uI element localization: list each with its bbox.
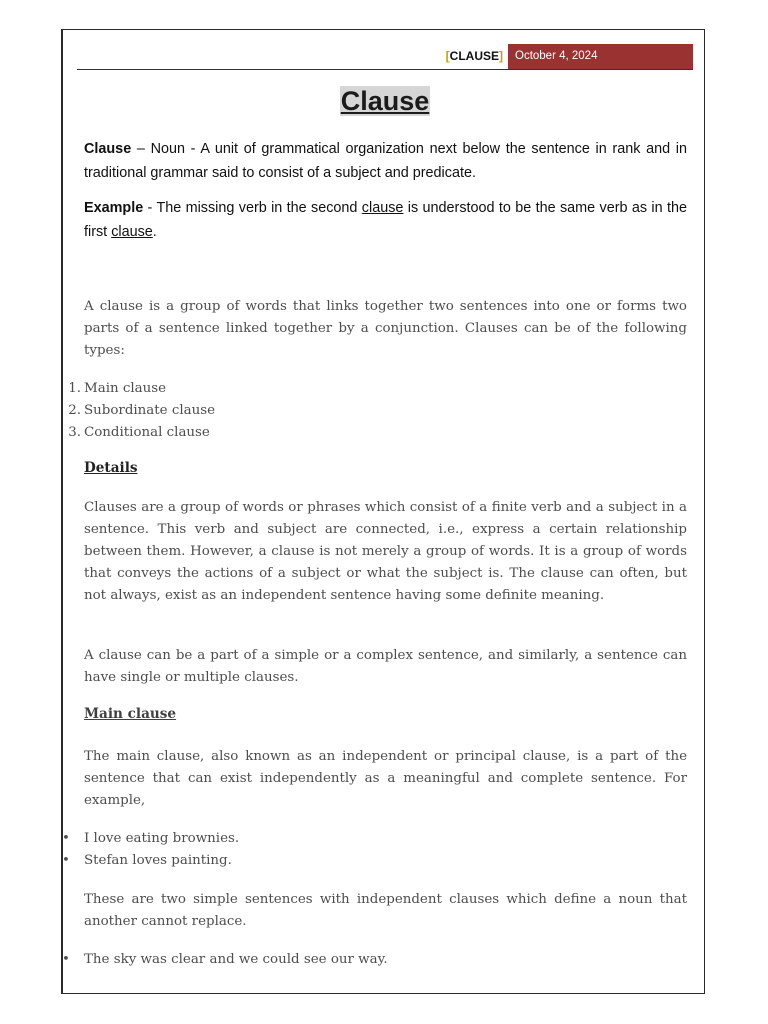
example-paragraph: Example - The missing verb in the second clause is understood to be the same verb as in the first clause.	[84, 200, 687, 240]
intro-paragraph: A clause is a group of words that links together two sentences into one or forms two parts of a sentence linked together by a conjunction. Clauses can be of the following types:	[84, 299, 687, 358]
header-tag-text: CLAUSE	[449, 49, 499, 63]
document-page	[61, 29, 705, 994]
examples-list	[62, 828, 687, 872]
details-paragraph-1: Clauses are a group of words or phrases which consist of a finite verb and a subject in a sentence. This verb and subject are connected, i.e., express a certain relationship between them. However, a clause is not merely a group of words. It is a group of words that conveys the actions of a subject or what the subject is. The clause can often, but not always, exist as an independent sentence having some definite meaning.	[84, 500, 687, 603]
header-date: October 4, 2024	[508, 44, 693, 69]
list-item: 1. Main clause	[68, 381, 167, 396]
header-rule	[77, 69, 693, 70]
definition-paragraph: Clause – Noun - A unit of grammatical organization next below the sentence in rank and in traditional grammar said to consist of a subject and predicate.	[84, 141, 687, 181]
main-clause-paragraph-1: The main clause, also known as an independent or principal clause, is a part of the sentence that can exist independently as a meaningful and complete sentence. For example,	[84, 749, 687, 808]
page-title: Clause	[340, 86, 430, 116]
list-item: • Stefan loves painting.	[84, 850, 687, 872]
details-paragraph-2: A clause can be a part of a simple or a complex sentence, and similarly, a sentence can have single or multiple clauses.	[84, 648, 687, 685]
list-item: 3. Conditional clause	[68, 425, 210, 440]
main-clause-heading: Main clause	[84, 706, 177, 722]
main-clause-paragraph-2: These are two simple sentences with independent clauses which define a noun that another cannot replace.	[84, 892, 687, 929]
examples-list-2	[62, 949, 687, 971]
bullet-icon: •	[62, 853, 70, 868]
header-tag: [CLAUSE]	[445, 49, 503, 63]
list-item: • I love eating brownies.	[84, 828, 687, 850]
bullet-icon: •	[62, 952, 70, 967]
list-item: • The sky was clear and we could see our way.	[84, 949, 687, 971]
details-heading: Details	[84, 460, 138, 476]
bullet-icon: •	[62, 831, 70, 846]
list-item: 2. Subordinate clause	[68, 403, 216, 418]
clause-types-list	[68, 378, 687, 444]
